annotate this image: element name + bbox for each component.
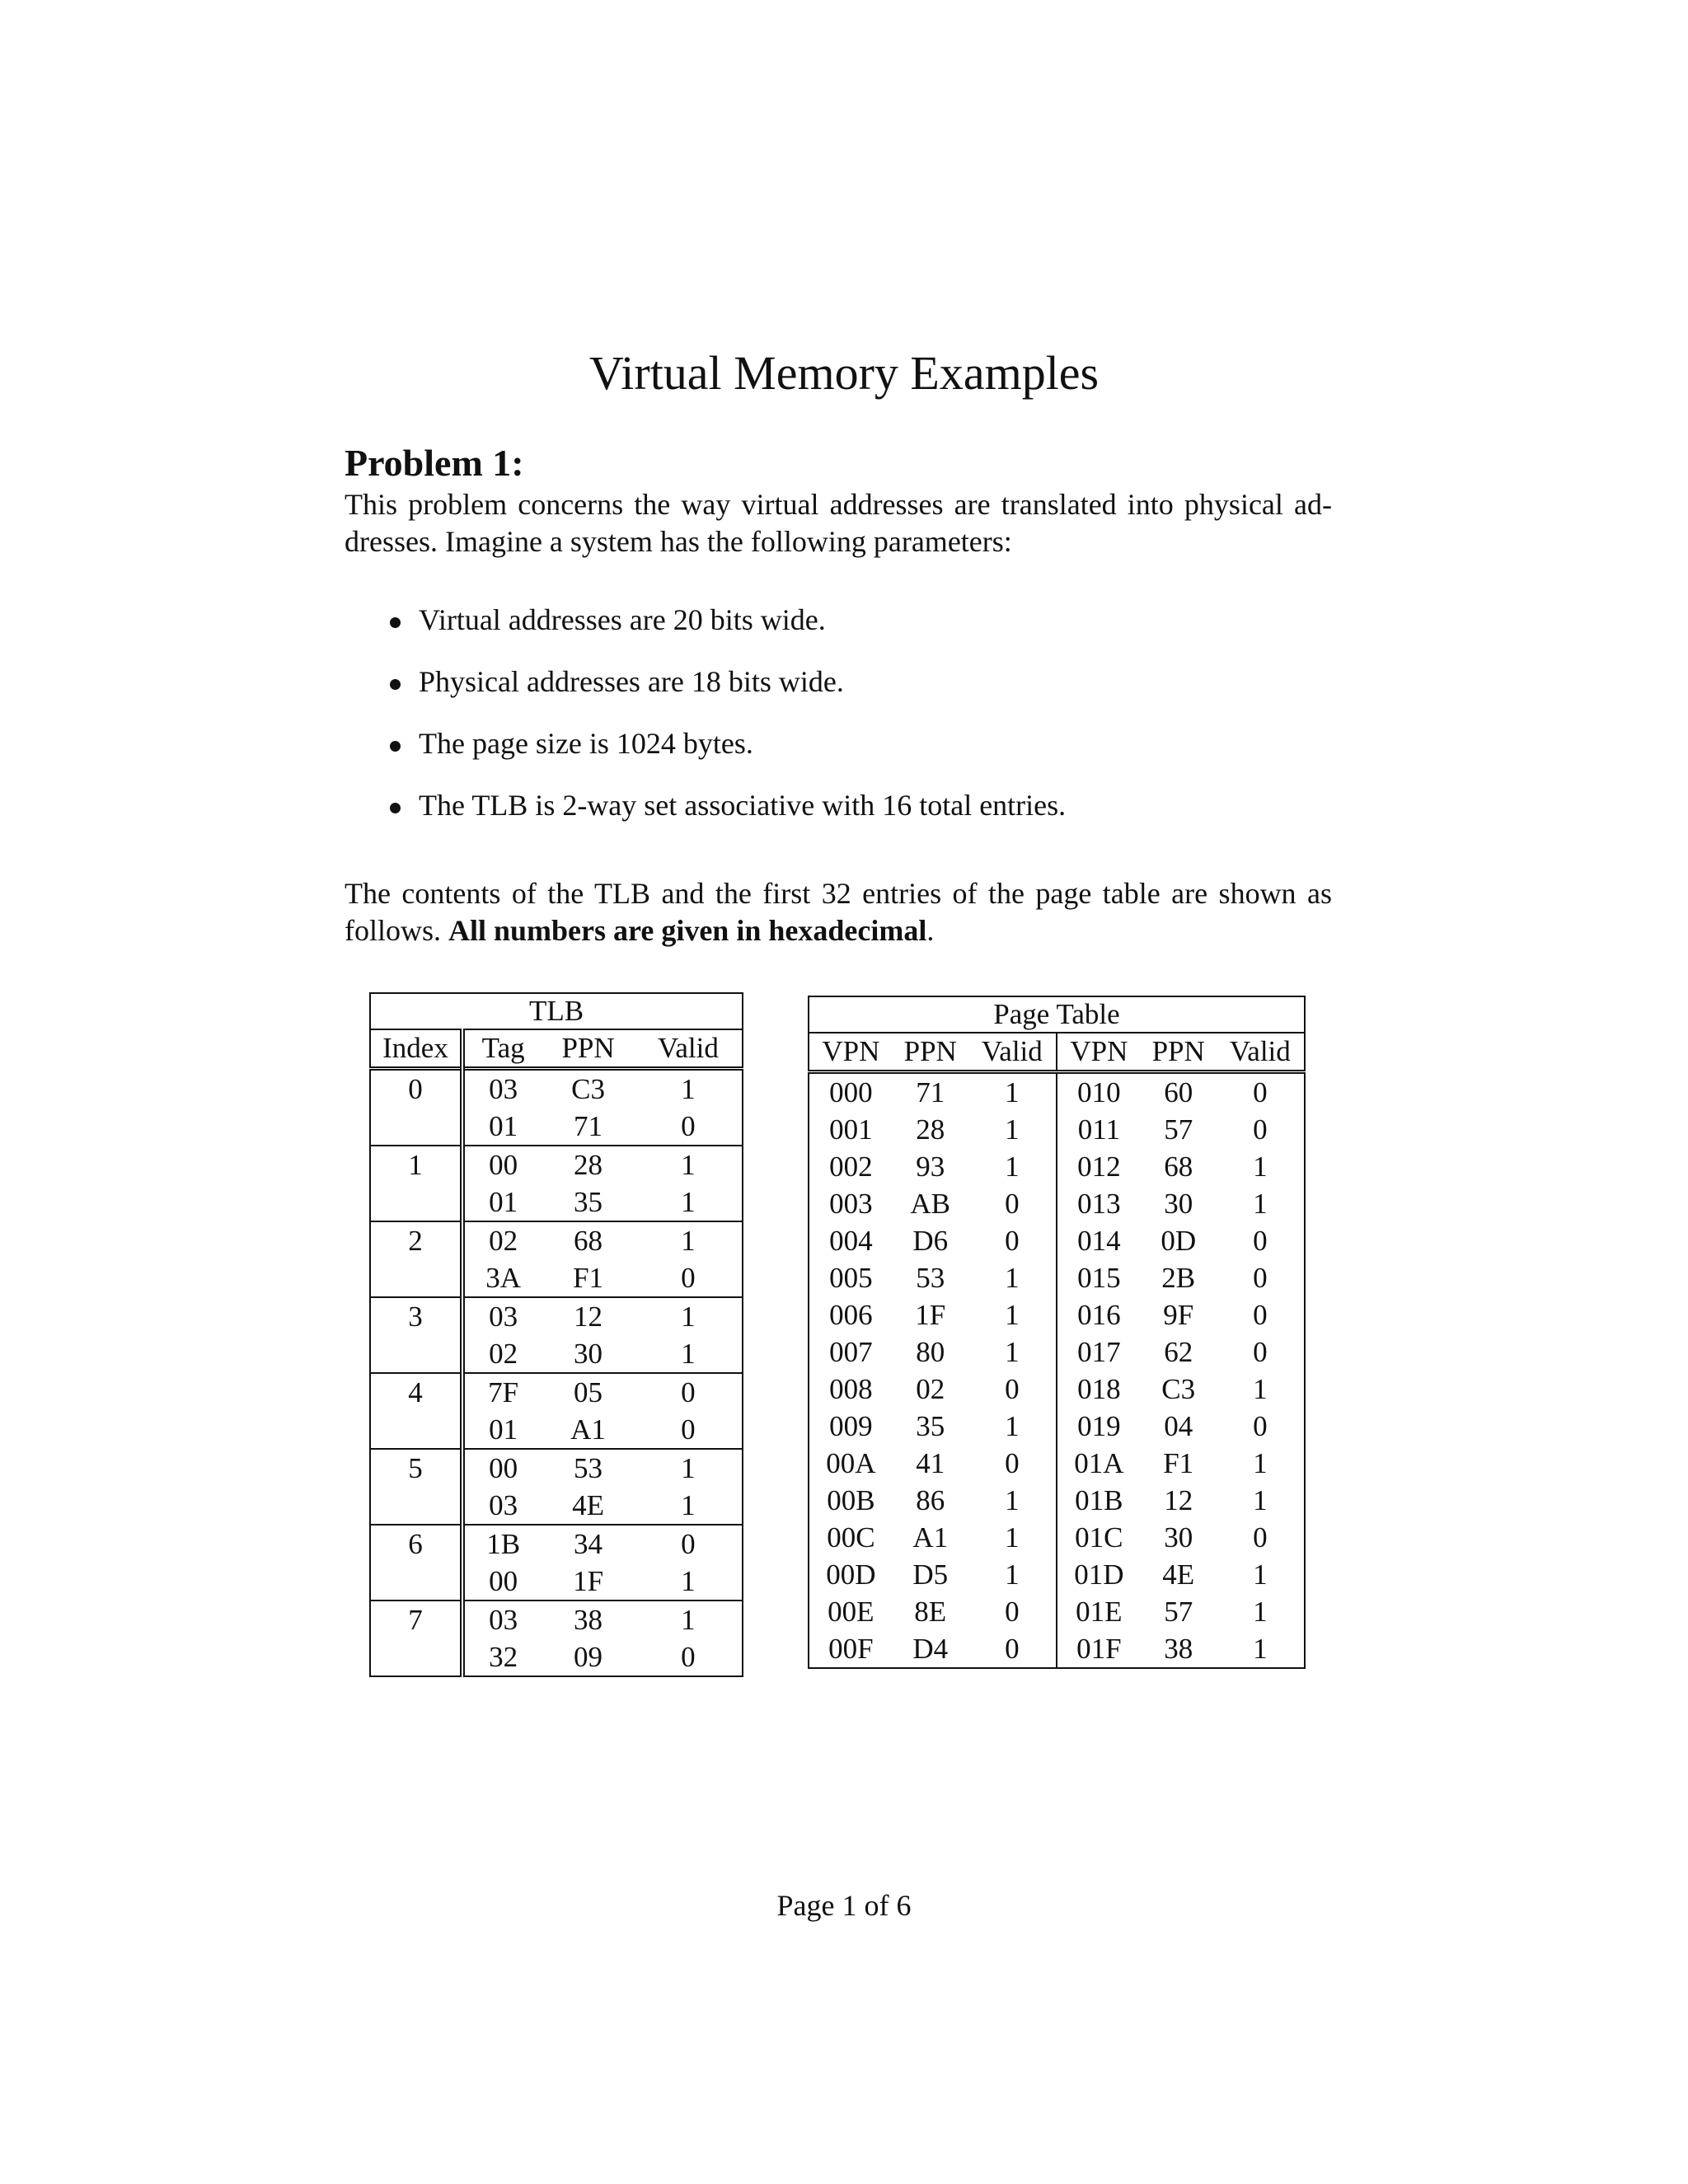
pt-valid-cell: 1	[1253, 1558, 1268, 1591]
page-number: Page 1 of 6	[776, 1889, 912, 1922]
pt-vpn-cell: 012	[1077, 1151, 1121, 1183]
page-table-row	[809, 1408, 1305, 1445]
tlb-index-cell: 4	[370, 1373, 462, 1411]
tlb-valid-cell: 1	[681, 1301, 696, 1333]
pt-ppn-cell: 9F	[1163, 1299, 1194, 1331]
pt-header-ppn: PPN	[893, 1033, 968, 1072]
tlb-valid-cell: 0	[635, 1108, 743, 1146]
tlb-row	[370, 1525, 743, 1563]
tlb-index-cell: 3	[370, 1297, 462, 1335]
tlb-row	[370, 1259, 743, 1297]
tlb-tag-cell: 01	[462, 1108, 542, 1146]
pt-vpn-cell: 017	[1077, 1336, 1121, 1368]
pt-vpn-cell: 009	[829, 1410, 873, 1442]
page-table-row	[809, 1111, 1305, 1148]
pt-valid-cell: 1	[968, 1072, 1057, 1112]
tlb-row	[370, 1297, 743, 1335]
tlb-index-cell: 2	[370, 1221, 462, 1259]
tlb-tag-cell: 03	[489, 1301, 518, 1333]
tlb-table	[369, 992, 743, 1677]
pt-valid-cell: 1	[1253, 1188, 1268, 1220]
pt-vpn-cell: 01D	[1074, 1558, 1124, 1591]
page-table-row	[809, 1148, 1305, 1185]
pt-vpn-cell: 018	[1077, 1373, 1121, 1405]
pt-ppn-cell: 0D	[1160, 1225, 1197, 1257]
tlb-index-cell: 7	[370, 1601, 462, 1638]
tlb-valid-cell: 1	[681, 1225, 696, 1257]
pt-ppn-cell: 2B	[1161, 1262, 1196, 1294]
tlb-tag-cell: 01	[462, 1411, 542, 1449]
tlb-tag-cell: 00	[462, 1563, 542, 1601]
tlb-tag-cell: 7F	[488, 1376, 519, 1408]
tlb-valid-cell: 0	[681, 1376, 696, 1408]
tlb-row	[370, 1335, 743, 1373]
pt-valid-cell: 1	[1253, 1151, 1268, 1183]
tlb-tag-cell: 1B	[486, 1528, 521, 1560]
page-table-row	[809, 1296, 1305, 1333]
pt-valid-cell: 0	[1253, 1262, 1268, 1294]
tlb-tag-cell: 32	[462, 1638, 542, 1676]
tlb-header-valid: Valid	[635, 1029, 743, 1069]
page-title: Virtual Memory Examples	[588, 346, 1100, 400]
pt-vpn-cell: 005	[829, 1262, 873, 1294]
pt-valid-cell: 1	[968, 1259, 1057, 1296]
tlb-ppn-cell: 05	[574, 1376, 603, 1408]
tlb-valid-cell: 0	[635, 1411, 743, 1449]
outro-paragraph	[345, 875, 1332, 949]
tlb-valid-cell: 1	[635, 1183, 743, 1221]
tlb-tag-cell: 03	[462, 1487, 542, 1525]
page-table-row	[809, 1371, 1305, 1408]
tlb-index-cell	[370, 1563, 462, 1601]
pt-ppn-cell: 80	[916, 1336, 945, 1368]
pt-vpn-cell: 00E	[828, 1596, 874, 1628]
page-table-row	[809, 1185, 1305, 1222]
pt-vpn-cell: 011	[1077, 1113, 1120, 1146]
pt-ppn-cell: 86	[916, 1484, 945, 1516]
pt-header-vpn: VPN	[1057, 1033, 1141, 1072]
tlb-index-cell	[370, 1335, 462, 1373]
tlb-tag-cell: 03	[489, 1604, 518, 1636]
tlb-row	[370, 1146, 743, 1183]
parameter-item: The page size is 1024 bytes.	[386, 725, 1066, 787]
tlb-valid-cell: 1	[635, 1487, 743, 1525]
pt-valid-cell: 0	[968, 1593, 1057, 1630]
page-table-caption: Page Table	[809, 996, 1305, 1033]
pt-ppn-cell: 38	[1164, 1633, 1193, 1665]
pt-valid-cell: 1	[1253, 1633, 1268, 1665]
pt-ppn-cell: D6	[912, 1225, 949, 1257]
pt-vpn-cell: 01E	[1076, 1596, 1123, 1628]
tlb-header-index: Index	[370, 1029, 462, 1069]
tlb-index-cell	[370, 1638, 462, 1676]
pt-vpn-cell: 006	[829, 1299, 873, 1331]
pt-vpn-cell: 01C	[1075, 1521, 1123, 1554]
tlb-index-cell	[370, 1108, 462, 1146]
outro-line-1: The contents of the TLB and the first 32 entries of the page table are shown as	[345, 877, 1332, 910]
pt-valid-cell: 0	[1253, 1113, 1268, 1146]
pt-valid-cell: 0	[968, 1371, 1057, 1408]
pt-valid-cell: 0	[968, 1630, 1057, 1668]
tlb-row	[370, 1449, 743, 1487]
pt-valid-cell: 0	[1253, 1076, 1268, 1108]
tlb-row	[370, 1108, 743, 1146]
pt-vpn-cell: 007	[829, 1336, 873, 1368]
pt-vpn-cell: 014	[1077, 1225, 1121, 1257]
page-table-row	[809, 1072, 1305, 1112]
pt-valid-cell: 0	[968, 1222, 1057, 1259]
tlb-row	[370, 1069, 743, 1108]
pt-vpn-cell: 00D	[826, 1558, 876, 1591]
tlb-ppn-cell: 35	[542, 1183, 634, 1221]
pt-ppn-cell: 41	[916, 1447, 945, 1479]
pt-valid-cell: 1	[1253, 1596, 1268, 1628]
pt-valid-cell: 1	[1253, 1373, 1268, 1405]
tlb-ppn-cell: 71	[542, 1108, 634, 1146]
pt-ppn-cell: 1F	[915, 1299, 946, 1331]
parameter-item: The TLB is 2-way set associative with 16 total entries.	[386, 787, 1066, 849]
tlb-valid-cell: 1	[635, 1563, 743, 1601]
pt-valid-cell: 1	[968, 1556, 1057, 1593]
pt-ppn-cell: 30	[1164, 1521, 1193, 1554]
page-table-row	[809, 1519, 1305, 1556]
pt-vpn-cell: 008	[829, 1373, 873, 1405]
tlb-ppn-cell: C3	[571, 1073, 605, 1105]
pt-vpn-cell: 013	[1077, 1188, 1121, 1220]
tlb-row	[370, 1373, 743, 1411]
pt-ppn-cell: 62	[1164, 1336, 1193, 1368]
parameter-list	[386, 602, 1066, 849]
pt-vpn-cell: 003	[829, 1188, 873, 1220]
pt-valid-cell: 0	[1253, 1521, 1268, 1554]
pt-ppn-cell: 53	[916, 1262, 945, 1294]
page-table-row	[809, 1222, 1305, 1259]
pt-valid-cell: 1	[968, 1111, 1057, 1148]
problem-heading: Problem 1:	[345, 442, 524, 484]
pt-vpn-cell: 019	[1077, 1410, 1121, 1442]
pt-vpn-cell: 015	[1077, 1262, 1121, 1294]
pt-vpn-cell: 016	[1077, 1299, 1121, 1331]
pt-valid-cell: 1	[968, 1482, 1057, 1519]
pt-ppn-cell: 71	[916, 1076, 945, 1108]
tlb-row	[370, 1601, 743, 1638]
tlb-valid-cell: 1	[681, 1073, 696, 1105]
tlb-ppn-cell: 30	[542, 1335, 634, 1373]
page-table-row	[809, 1333, 1305, 1371]
pt-valid-cell: 0	[968, 1445, 1057, 1482]
tlb-ppn-cell: 38	[574, 1604, 603, 1636]
pt-ppn-cell: D5	[912, 1558, 949, 1591]
tlb-valid-cell: 0	[635, 1259, 743, 1297]
pt-ppn-cell: 4E	[1162, 1558, 1195, 1591]
tlb-tag-cell: 02	[462, 1335, 542, 1373]
pt-ppn-cell: F1	[1163, 1447, 1194, 1479]
tlb-valid-cell: 1	[681, 1149, 696, 1181]
pt-valid-cell: 1	[1253, 1447, 1268, 1479]
tlb-index-cell: 5	[370, 1449, 462, 1487]
intro-line-2: dresses. Imagine a system has the following parameters:	[345, 525, 1012, 558]
page-table-row	[809, 1445, 1305, 1482]
pt-valid-cell: 1	[968, 1296, 1057, 1333]
tlb-ppn-cell: 68	[574, 1225, 603, 1257]
pt-vpn-cell: 00F	[828, 1633, 874, 1665]
tlb-ppn-cell: 4E	[542, 1487, 634, 1525]
tlb-ppn-cell: 28	[574, 1149, 603, 1181]
tlb-valid-cell: 1	[681, 1452, 696, 1484]
outro-prefix: follows.	[345, 914, 448, 947]
tlb-tag-cell: 02	[489, 1225, 518, 1257]
hex-note: All numbers are given in hexadecimal	[448, 914, 927, 947]
pt-valid-cell: 0	[968, 1185, 1057, 1222]
tlb-header-tag: Tag	[462, 1029, 542, 1069]
pt-ppn-cell: 93	[916, 1151, 945, 1183]
tlb-tag-cell: 01	[462, 1183, 542, 1221]
pt-header-vpn: VPN	[809, 1033, 893, 1072]
tlb-valid-cell: 0	[635, 1638, 743, 1676]
pt-ppn-cell: 8E	[914, 1596, 947, 1628]
tlb-ppn-cell: 12	[574, 1301, 603, 1333]
tlb-index-cell: 6	[370, 1525, 462, 1563]
pt-vpn-cell: 00B	[827, 1484, 875, 1516]
pt-valid-cell: 0	[1253, 1225, 1268, 1257]
outro-line-2	[345, 912, 1332, 949]
pt-valid-cell: 0	[1253, 1299, 1268, 1331]
pt-ppn-cell: 68	[1164, 1151, 1193, 1183]
tlb-tag-cell: 00	[489, 1149, 518, 1181]
pt-ppn-cell: 28	[916, 1113, 945, 1146]
pt-ppn-cell: 04	[1164, 1410, 1193, 1442]
tlb-row	[370, 1183, 743, 1221]
tlb-index-cell	[370, 1487, 462, 1525]
tlb-row	[370, 1411, 743, 1449]
tlb-ppn-cell: 34	[574, 1528, 603, 1560]
tlb-row	[370, 1221, 743, 1259]
tlb-index-cell	[370, 1183, 462, 1221]
page-table-row	[809, 1593, 1305, 1630]
intro-paragraph	[345, 486, 1332, 560]
pt-header-valid: Valid	[968, 1033, 1057, 1072]
pt-vpn-cell: 01B	[1075, 1484, 1123, 1516]
pt-ppn-cell: 12	[1164, 1484, 1193, 1516]
pt-ppn-cell: D4	[912, 1633, 949, 1665]
pt-ppn-cell: 35	[916, 1410, 945, 1442]
tlb-tag-cell: 3A	[462, 1259, 542, 1297]
pt-valid-cell: 1	[968, 1408, 1057, 1445]
tlb-header-ppn: PPN	[542, 1029, 634, 1069]
pt-header-ppn: PPN	[1141, 1033, 1217, 1072]
pt-ppn-cell: 57	[1164, 1596, 1193, 1628]
pt-vpn-cell: 004	[829, 1225, 873, 1257]
pt-vpn-cell: 002	[829, 1151, 873, 1183]
page-table-row	[809, 1556, 1305, 1593]
tlb-row	[370, 1563, 743, 1601]
tlb-ppn-cell: 53	[574, 1452, 603, 1484]
parameter-item: Physical addresses are 18 bits wide.	[386, 663, 1066, 725]
outro-suffix: .	[926, 914, 935, 947]
tlb-index-cell: 1	[370, 1146, 462, 1183]
pt-vpn-cell: 010	[1077, 1076, 1121, 1108]
tlb-ppn-cell: A1	[542, 1411, 634, 1449]
tlb-valid-cell: 1	[635, 1335, 743, 1373]
pt-ppn-cell: 57	[1164, 1113, 1193, 1146]
tlb-valid-cell: 1	[681, 1604, 696, 1636]
page-table-row	[809, 1482, 1305, 1519]
tlb-valid-cell: 0	[681, 1528, 696, 1560]
pt-vpn-cell: 01A	[1074, 1447, 1124, 1479]
pt-header-valid: Valid	[1217, 1033, 1305, 1072]
tlb-tag-cell: 00	[489, 1452, 518, 1484]
pt-valid-cell: 0	[1253, 1410, 1268, 1442]
pt-vpn-cell: 001	[829, 1113, 873, 1146]
parameter-item: Virtual addresses are 20 bits wide.	[386, 602, 1066, 663]
page-table	[808, 996, 1306, 1669]
intro-line-1: This problem concerns the way virtual addresses are translated into physical ad-	[345, 488, 1332, 521]
pt-ppn-cell: C3	[1161, 1373, 1196, 1405]
page-table-row	[809, 1259, 1305, 1296]
tlb-ppn-cell: 09	[542, 1638, 634, 1676]
pt-valid-cell: 1	[968, 1519, 1057, 1556]
tlb-index-cell	[370, 1259, 462, 1297]
pt-valid-cell: 1	[968, 1333, 1057, 1371]
tlb-caption: TLB	[370, 993, 743, 1029]
pt-vpn-cell: 00C	[827, 1521, 875, 1554]
pt-ppn-cell: 02	[916, 1373, 945, 1405]
tlb-ppn-cell: 1F	[542, 1563, 634, 1601]
pt-valid-cell: 1	[968, 1148, 1057, 1185]
pt-ppn-cell: 30	[1164, 1188, 1193, 1220]
pt-vpn-cell: 00A	[826, 1447, 876, 1479]
pt-vpn-cell: 01F	[1076, 1633, 1122, 1665]
pt-valid-cell: 1	[1253, 1484, 1268, 1516]
pt-vpn-cell: 000	[829, 1076, 873, 1108]
tlb-row	[370, 1638, 743, 1676]
pt-ppn-cell: AB	[910, 1188, 951, 1220]
page-table-row	[809, 1630, 1305, 1668]
tlb-index-cell: 0	[370, 1069, 462, 1108]
pt-ppn-cell: A1	[912, 1521, 949, 1554]
pt-ppn-cell: 60	[1164, 1076, 1193, 1108]
tlb-ppn-cell: F1	[542, 1259, 634, 1297]
tlb-tag-cell: 03	[489, 1073, 518, 1105]
tlb-row	[370, 1487, 743, 1525]
tlb-index-cell	[370, 1411, 462, 1449]
pt-valid-cell: 0	[1253, 1336, 1268, 1368]
